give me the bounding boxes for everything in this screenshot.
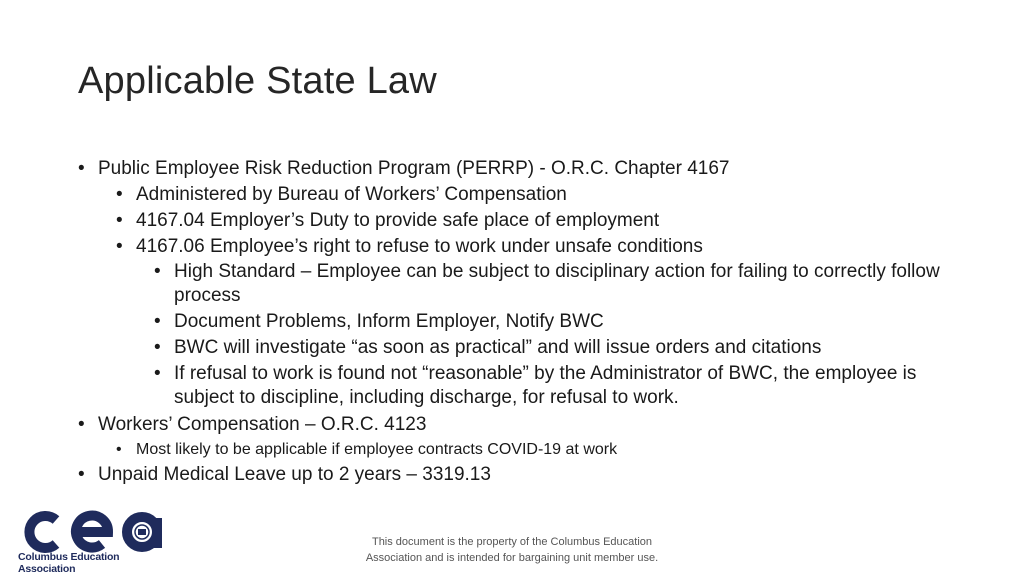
bullet-workers-comp [78, 412, 978, 462]
logo-letter-e [76, 516, 108, 548]
bullet-list [78, 156, 978, 488]
bullet-document [154, 310, 978, 334]
bullet-covid [116, 438, 978, 462]
footer-note [340, 534, 684, 566]
bullet-standard [154, 260, 978, 308]
bullet-text: Workers’ Compensation – O.R.C. 4123 [98, 414, 427, 435]
bullet-text: If refusal to work is found not “reasonable” by the Administrator of BWC, the employee is subject to discipline, including discharge, for refusal to work. [174, 363, 917, 408]
bullet-text: 4167.04 Employer’s Duty to provide safe place of employment [136, 210, 660, 231]
bullet-admin [116, 182, 978, 208]
logo-caption: Columbus Education Association [18, 551, 120, 575]
bullet-text: Most likely to be applicable if employee contracts COVID-19 at work [136, 441, 618, 458]
bullet-refusal [154, 362, 978, 410]
bullet-text: High Standard – Employee can be subject to disciplinary action for failing to correctly follow process [174, 261, 940, 306]
bullet-text: Document Problems, Inform Employer, Notify BWC [174, 311, 604, 332]
bullet-refuse [116, 234, 978, 410]
logo-letter-c [29, 516, 56, 548]
bullet-text: 4167.06 Employee’s right to refuse to work under unsafe conditions [136, 236, 703, 257]
footer-line-2: Association and is intended for bargaining unit member use. [365, 552, 659, 564]
bullet-text: Unpaid Medical Leave up to 2 years – 3319.13 [98, 464, 491, 485]
bullet-text: Administered by Bureau of Workers’ Compensation [136, 184, 567, 205]
bullet-unpaid-leave [78, 462, 978, 488]
bullet-text: BWC will investigate “as soon as practical” and will issue orders and citations [174, 337, 822, 358]
bullet-investigate [154, 336, 978, 360]
bullet-perrp [78, 156, 978, 410]
footer-line-1: This document is the property of the Columbus Education [371, 536, 653, 548]
slide-title: Applicable State Law [78, 60, 437, 102]
bullet-duty [116, 208, 978, 234]
bullet-text: Public Employee Risk Reduction Program (PERRP) - O.R.C. Chapter 4167 [98, 158, 730, 179]
